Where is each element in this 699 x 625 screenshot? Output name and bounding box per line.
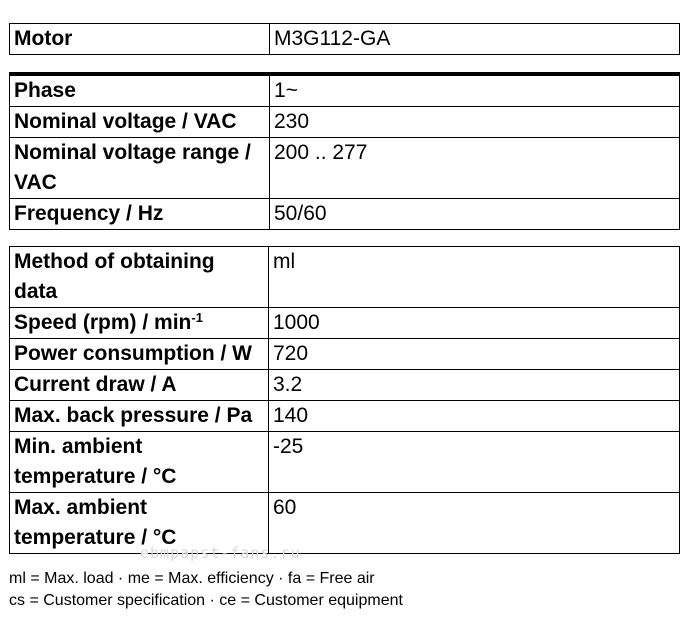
phase-label: Phase [10,74,270,107]
current-draw-value: 3.2 [269,370,680,401]
table-row [10,401,680,432]
nominal-voltage-value: 230 [270,107,680,138]
watermark: ebmpapst-fans.ru [140,544,301,562]
power-consumption-value: 720 [269,339,680,370]
motor-value: M3G112-GA [270,24,680,55]
min-temp-label [10,432,269,493]
legend-line-2: cs = Customer specification · ce = Customer equipment [9,592,403,609]
method-label-text: Method of obtaining data [14,250,215,303]
speed-label-exponent: -1 [191,310,203,325]
speed-label [10,308,269,339]
electrical-table [9,72,680,230]
phase-value: 1~ [270,74,680,107]
back-pressure-value: 140 [269,401,680,432]
speed-label-text: Speed (rpm) / min [14,311,192,334]
min-temp-label-text: Min. ambient temperature / °C [14,435,177,488]
table-row [10,493,680,554]
max-temp-label-text: Max. ambient temperature / °C [14,496,177,549]
motor-table [9,23,680,55]
speed-value: 1000 [269,308,680,339]
frequency-label: Frequency / Hz [10,199,270,230]
table-row [10,247,680,308]
method-value: ml [269,247,680,308]
method-label [10,247,269,308]
motor-label: Motor [10,24,270,55]
table-row [10,199,680,230]
table-row [10,339,680,370]
nominal-voltage-label: Nominal voltage / VAC [10,107,270,138]
min-temp-value: -25 [269,432,680,493]
legend-line-1: ml = Max. load · me = Max. efficiency · fa = Free air [9,570,375,587]
table-row [10,107,680,138]
back-pressure-label: Max. back pressure / Pa [10,401,269,432]
current-draw-label: Current draw / A [10,370,269,401]
frequency-value: 50/60 [270,199,680,230]
table-row [10,138,680,199]
nominal-voltage-range-value: 200 .. 277 [270,138,680,199]
max-temp-value: 60 [269,493,680,554]
table-row [10,74,680,107]
power-consumption-label: Power consumption / W [10,339,269,370]
table-row [10,24,680,55]
table-row [10,370,680,401]
table-row [10,432,680,493]
nominal-voltage-range-label: Nominal voltage range / VAC [10,138,270,199]
performance-table [9,246,680,554]
table-row [10,308,680,339]
